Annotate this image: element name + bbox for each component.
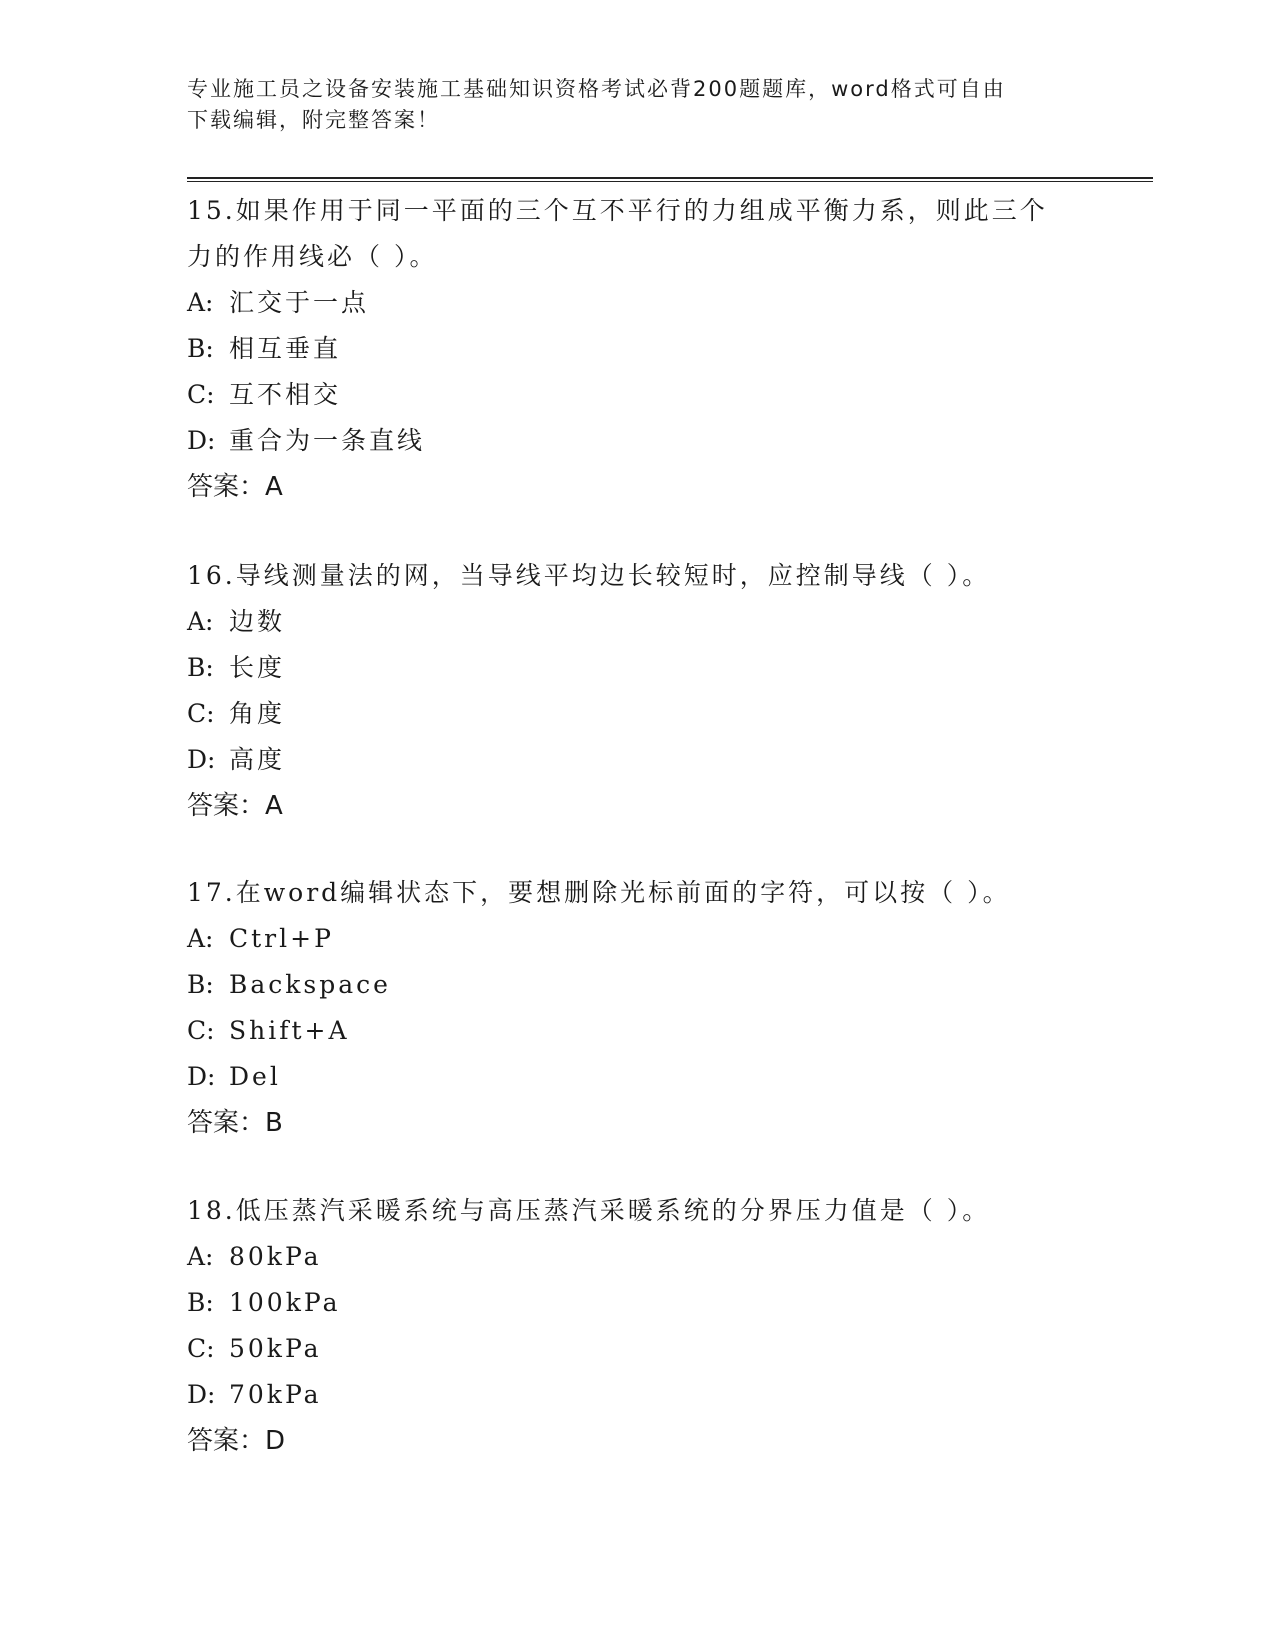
option-letter: A: — [187, 1242, 214, 1271]
answer-line: 答案：B — [187, 1108, 283, 1138]
question-number: 17. — [187, 878, 236, 907]
option-text: 长度 — [229, 653, 286, 682]
question-number: 16. — [187, 561, 236, 590]
option-letter: B: — [187, 334, 214, 363]
option-d — [187, 418, 1087, 464]
option-text: Backspace — [229, 970, 391, 999]
option-text: 50kPa — [229, 1334, 322, 1363]
option-c — [187, 372, 1087, 418]
question-stem-line-1: 导线测量法的网，当导线平均边长较短时，应控制导线（ ）。 — [235, 561, 991, 590]
option-text: Ctrl+P — [229, 924, 334, 953]
option-a — [187, 1234, 1087, 1280]
option-d — [187, 1372, 1087, 1418]
option-text: 80kPa — [229, 1242, 322, 1271]
question-18 — [187, 1188, 1087, 1464]
option-d — [187, 737, 1087, 783]
option-letter: C: — [187, 380, 215, 409]
option-letter: D: — [187, 745, 216, 774]
option-letter: A: — [187, 288, 214, 317]
option-letter: C: — [187, 1016, 215, 1045]
question-stem-line-1: 在word编辑状态下，要想删除光标前面的字符，可以按（ ）。 — [235, 878, 1011, 907]
question-17 — [187, 870, 1087, 1146]
option-letter: C: — [187, 1334, 215, 1363]
option-text: 互不相交 — [229, 380, 342, 409]
question-stem-line-2: 力的作用线必（ ）。 — [187, 242, 438, 271]
option-a — [187, 916, 1087, 962]
question-15 — [187, 188, 1087, 510]
header-title-line-2: 下载编辑，附完整答案！ — [187, 108, 440, 132]
option-a — [187, 599, 1087, 645]
option-text: 角度 — [229, 699, 286, 728]
option-c — [187, 1326, 1087, 1372]
option-b — [187, 326, 1087, 372]
question-16 — [187, 553, 1087, 829]
document-header — [187, 74, 1067, 136]
option-b — [187, 645, 1087, 691]
option-letter: A: — [187, 924, 214, 953]
option-c — [187, 691, 1087, 737]
question-text — [187, 1188, 1087, 1234]
answer-line: 答案：A — [187, 472, 283, 502]
option-text: 边数 — [229, 607, 286, 636]
option-text: 汇交于一点 — [229, 288, 370, 317]
option-text: Shift+A — [229, 1016, 350, 1045]
header-title-line-1: 专业施工员之设备安装施工基础知识资格考试必背200题题库，word格式可自由 — [187, 77, 1006, 101]
option-letter: D: — [187, 1380, 216, 1409]
answer-line: 答案：D — [187, 1426, 286, 1456]
option-letter: C: — [187, 699, 215, 728]
question-number: 18. — [187, 1196, 236, 1225]
option-letter: B: — [187, 653, 214, 682]
question-stem-line-1: 低压蒸汽采暖系统与高压蒸汽采暖系统的分界压力值是（ ）。 — [235, 1196, 991, 1225]
option-text: 重合为一条直线 — [229, 426, 426, 455]
option-letter: A: — [187, 607, 214, 636]
option-text: 相互垂直 — [229, 334, 342, 363]
answer-line: 答案：A — [187, 791, 283, 821]
option-a — [187, 280, 1087, 326]
option-letter: B: — [187, 970, 214, 999]
option-b — [187, 962, 1087, 1008]
option-text: Del — [229, 1062, 281, 1091]
option-text: 70kPa — [229, 1380, 322, 1409]
option-text: 100kPa — [229, 1288, 341, 1317]
header-divider — [187, 177, 1153, 182]
option-b — [187, 1280, 1087, 1326]
question-text — [187, 870, 1087, 916]
option-text: 高度 — [229, 745, 286, 774]
question-text — [187, 553, 1087, 599]
option-letter: D: — [187, 1062, 216, 1091]
option-letter: B: — [187, 1288, 214, 1317]
question-number: 15. — [187, 196, 236, 225]
question-text — [187, 188, 1087, 234]
question-stem-line-1: 如果作用于同一平面的三个互不平行的力组成平衡力系，则此三个 — [235, 196, 1048, 225]
option-d — [187, 1054, 1087, 1100]
option-letter: D: — [187, 426, 216, 455]
option-c — [187, 1008, 1087, 1054]
